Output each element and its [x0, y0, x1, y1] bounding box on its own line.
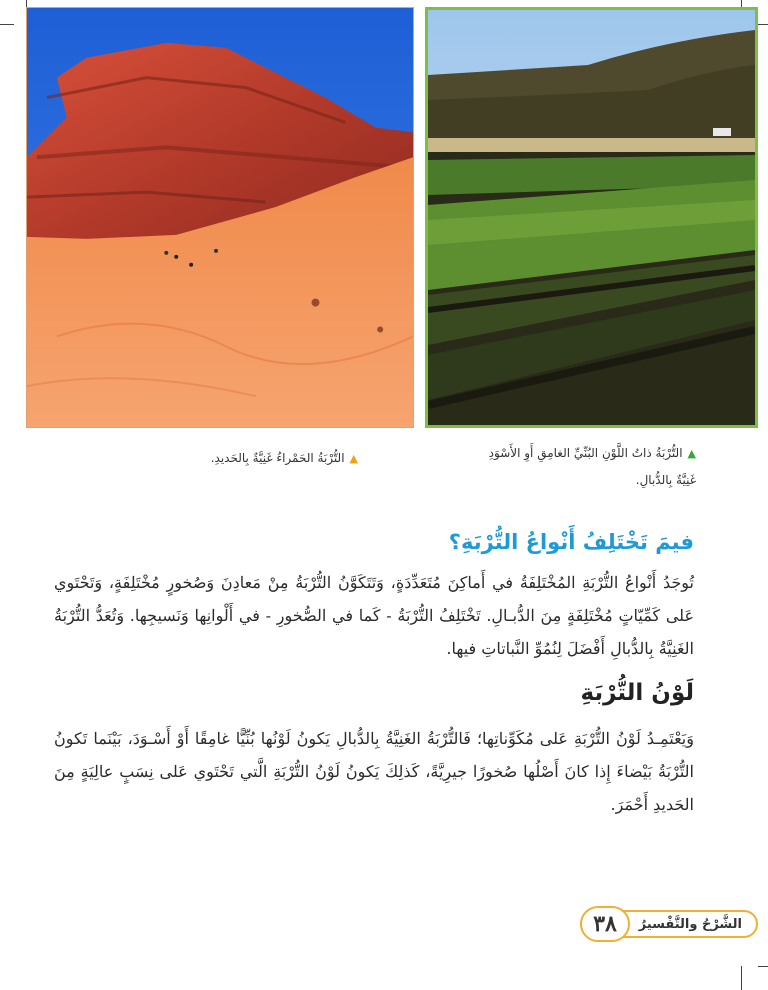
- footer-label: الشَّرْحُ والتَّفْسيرُ: [638, 916, 742, 932]
- caption-line: [440, 440, 696, 467]
- caption-text: التُّرْبَةُ ذاتُ اللَّوْنِ البُنِّيِّ الغامِقِ أَوِ الأَسْوَدِ: [488, 446, 683, 460]
- caption-line: [440, 467, 696, 493]
- orange-triangle-icon: ▲: [349, 452, 358, 465]
- green-triangle-icon: ▲: [687, 447, 696, 460]
- subsection-heading: لَوْنُ التُّرْبَةِ: [580, 680, 694, 706]
- section-heading: فيمَ تَخْتَلِفُ أَنْواعُ التُّرْبَةِ؟: [448, 530, 694, 554]
- section-paragraph: تُوجَدُ أَنْواعُ التُّرْبَةِ المُخْتَلِفَةُ في أَماكِنَ مُتَعَدِّدَةٍ، وَتَتَكَوَّنُ التُّرْبَةُ مِنْ مَعادِنَ وَصُخورٍ مُخْتَلِفَةٍ، وَتَحْتَوي عَلى كَمِّيّاتٍ مُخْتَلِفَةٍ مِنَ الدُّبـالِ. تَخْتَلِفُ التُّرْبَةُ - كَما في الصُّخورِ - في أَلْوانِها وَنَسيجِها. وَتُعَدُّ التُّرْبَةُ الغَنِيَّةُ بِالدُّبالِ أَفْضَلَ لِنُمُوِّ النَّباتاتِ فيها.: [54, 573, 694, 658]
- crop-mark: [0, 24, 14, 25]
- desert-photo-caption: [78, 445, 358, 472]
- red-soil-desert-photo: [26, 7, 414, 428]
- dark-soil-field-photo: [425, 7, 758, 428]
- crop-mark: [758, 966, 768, 967]
- footer-label-bar: [580, 910, 758, 938]
- page-number: ٣٨: [580, 906, 630, 942]
- caption-text: غَنِيَّةٌ بِالدُّبالِ.: [635, 473, 696, 487]
- subsection-paragraph: وَيَعْتَمِـدُ لَوْنُ التُّرْبَةِ عَلى مُكَوِّناتِها؛ فَالتُّرْبَةُ الغَنِيَّةُ بِالدُّبالِ يَكونُ لَوْنُها بُنِّيًّا غامِقًا أَوْ أَسْـوَدَ، بَيْنَما تَكونُ التُّرْبَةُ بَيْضاءَ إِذا كانَ أَصْلُها صُخورًا جيرِيَّةً، كَذلِكَ يَكونُ لَوْنُ التُّرْبَةِ الَّتي تَحْتَوي عَلى نِسَبٍ عالِيَةٍ مِنَ الحَديدِ أَحْمَرَ.: [54, 729, 694, 814]
- caption-text: التُّرْبَةُ الحَمْراءُ غَنِيَّةٌ بِالحَديدِ.: [210, 451, 345, 465]
- field-photo-caption: [440, 440, 696, 493]
- crop-mark: [741, 966, 742, 990]
